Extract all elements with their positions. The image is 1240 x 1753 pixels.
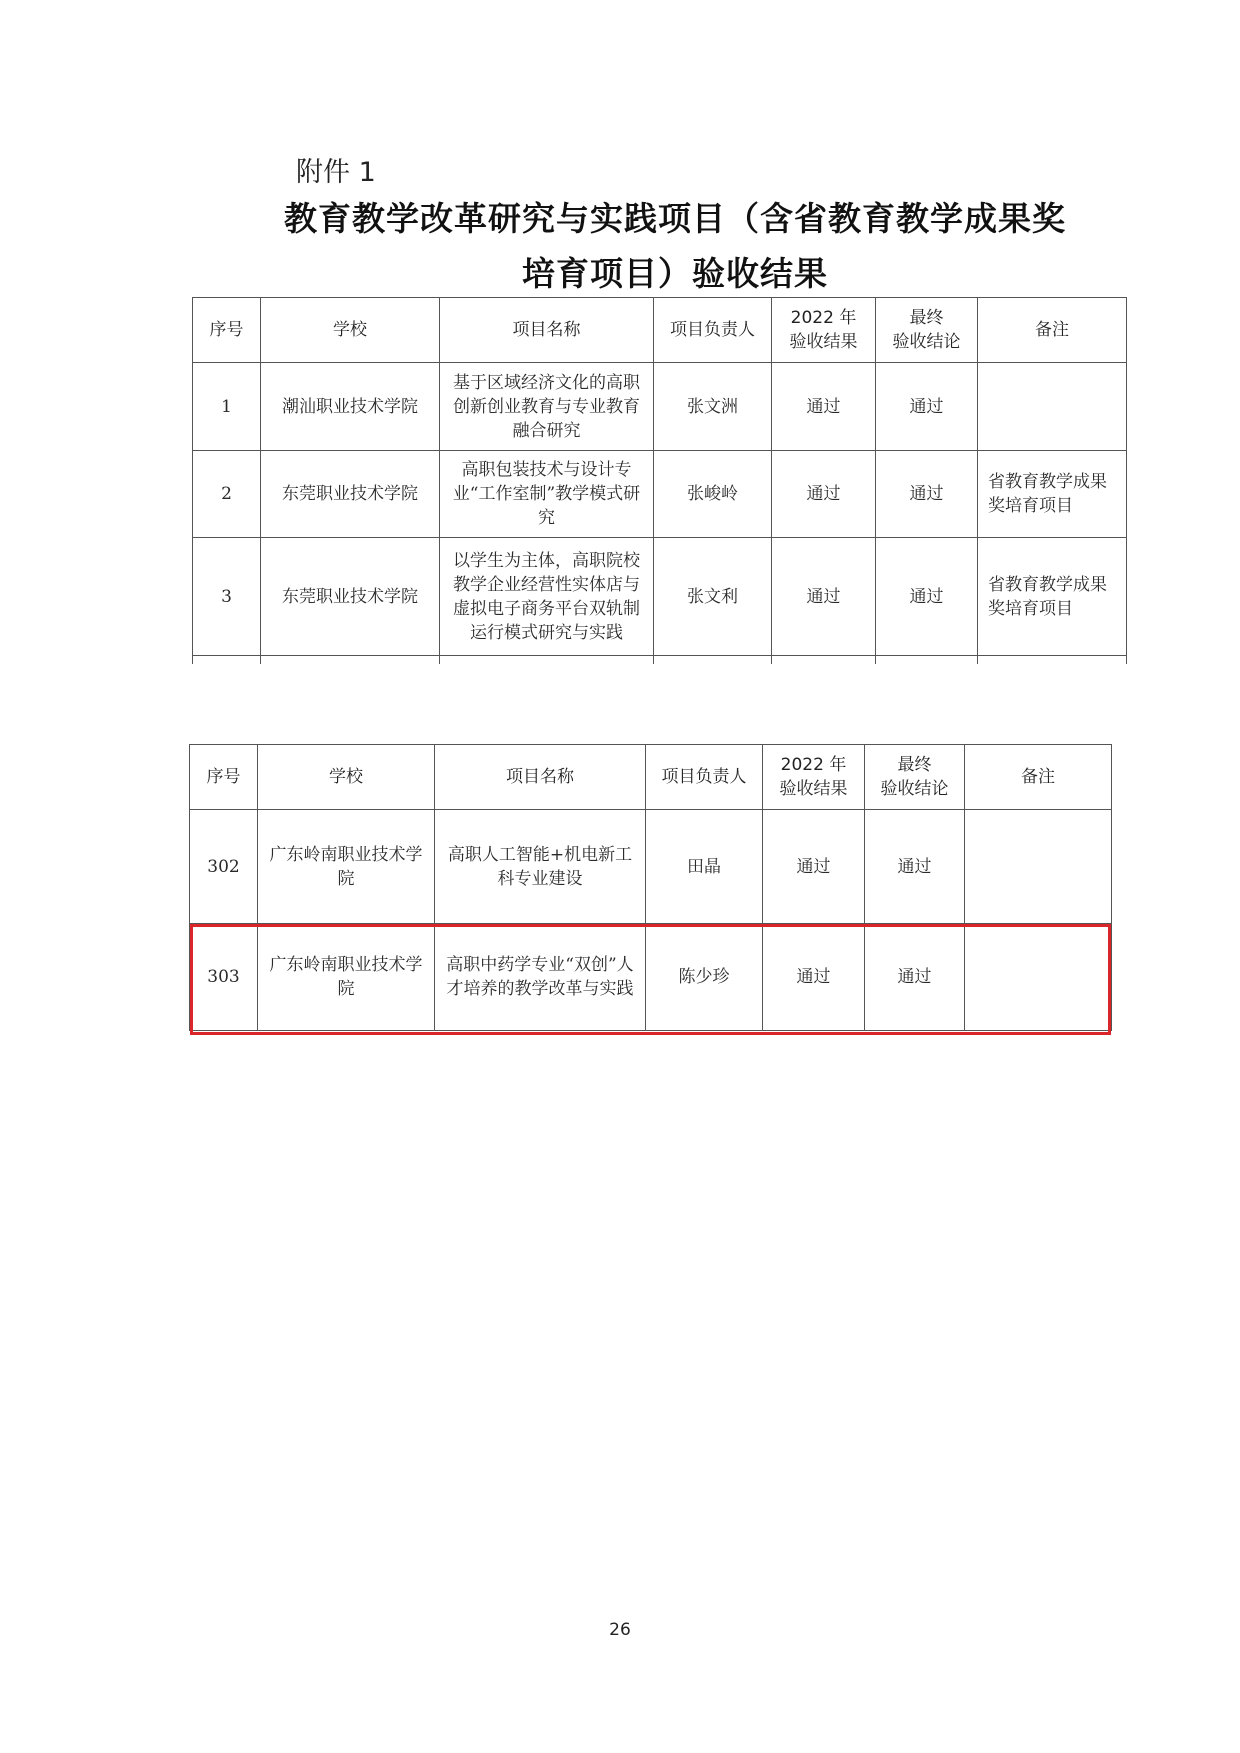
cell-seq: 3 [193,538,261,656]
cell-project: 高职包装技术与设计专业“工作室制”教学模式研究 [440,451,654,538]
header-seq: 序号 [193,298,261,363]
header-final-line1: 最终 [909,308,944,328]
table-row [193,538,1127,656]
header-result-label: 验收结果 [789,332,858,352]
cell-final: 通过 [876,538,978,656]
table-row [193,451,1127,538]
document-title-line-1: 教育教学改革研究与实践项目（含省教育教学成果奖 [284,199,1066,238]
results-table-top [192,297,1127,664]
cell-leader: 张文利 [654,538,772,656]
cell-seq: 1 [193,363,261,451]
header-seq: 序号 [190,745,258,810]
cell-project: 以学生为主体，高职院校教学企业经营性实体店与虚拟电子商务平台双轨制运行模式研究与实践 [440,538,654,656]
document-title-line-2: 培育项目）验收结果 [522,254,828,293]
header-final-line1: 最终 [897,755,932,775]
cell-result-2022: 通过 [772,538,876,656]
cell-leader: 张文洲 [654,363,772,451]
cell-project: 高职中药学专业“双创”人才培养的教学改革与实践 [435,924,646,1031]
cell-remark [965,810,1112,924]
table-header-row [193,298,1127,363]
table-row [193,363,1127,451]
cell-leader: 张峻岭 [654,451,772,538]
header-school: 学校 [258,745,435,810]
cell-seq: 302 [190,810,258,924]
cell-final: 通过 [865,810,965,924]
page-number: 26 [609,1620,631,1640]
cell-result-2022: 通过 [772,363,876,451]
attachment-label: 附件 1 [296,157,376,188]
cell-project: 高职人工智能+机电新工科专业建设 [435,810,646,924]
cell-final: 通过 [876,363,978,451]
table-row [190,810,1112,924]
header-leader: 项目负责人 [654,298,772,363]
cell-result-2022: 通过 [763,924,865,1031]
cell-final: 通过 [876,451,978,538]
cell-seq: 303 [190,924,258,1031]
cell-remark: 省教育教学成果奖培育项目 [978,538,1127,656]
header-result-label: 验收结果 [779,779,848,799]
cell-leader: 田晶 [646,810,763,924]
header-project: 项目名称 [435,745,646,810]
header-final [865,745,965,810]
header-result-2022 [763,745,865,810]
cell-result-2022: 通过 [772,451,876,538]
header-final-line2: 验收结论 [880,779,949,799]
table-row-cut-off [193,656,1127,665]
highlight-box [190,924,1111,1035]
cell-school: 东莞职业技术学院 [261,538,440,656]
header-remark: 备注 [978,298,1127,363]
cell-school: 潮汕职业技术学院 [261,363,440,451]
header-result-year: 2022 年 [790,308,857,328]
header-result-2022 [772,298,876,363]
header-result-year: 2022 年 [780,755,847,775]
cell-school: 东莞职业技术学院 [261,451,440,538]
cell-result-2022: 通过 [763,810,865,924]
cell-project: 基于区域经济文化的高职创新创业教育与专业教育融合研究 [440,363,654,451]
cell-seq: 2 [193,451,261,538]
header-school: 学校 [261,298,440,363]
cell-remark [978,363,1127,451]
header-leader: 项目负责人 [646,745,763,810]
header-final [876,298,978,363]
table-header-row [190,745,1112,810]
cell-school: 广东岭南职业技术学院 [258,924,435,1031]
header-remark: 备注 [965,745,1112,810]
cell-remark: 省教育教学成果奖培育项目 [978,451,1127,538]
header-final-line2: 验收结论 [892,332,961,352]
cell-school: 广东岭南职业技术学院 [258,810,435,924]
cell-final: 通过 [865,924,965,1031]
cell-leader: 陈少珍 [646,924,763,1031]
header-project: 项目名称 [440,298,654,363]
